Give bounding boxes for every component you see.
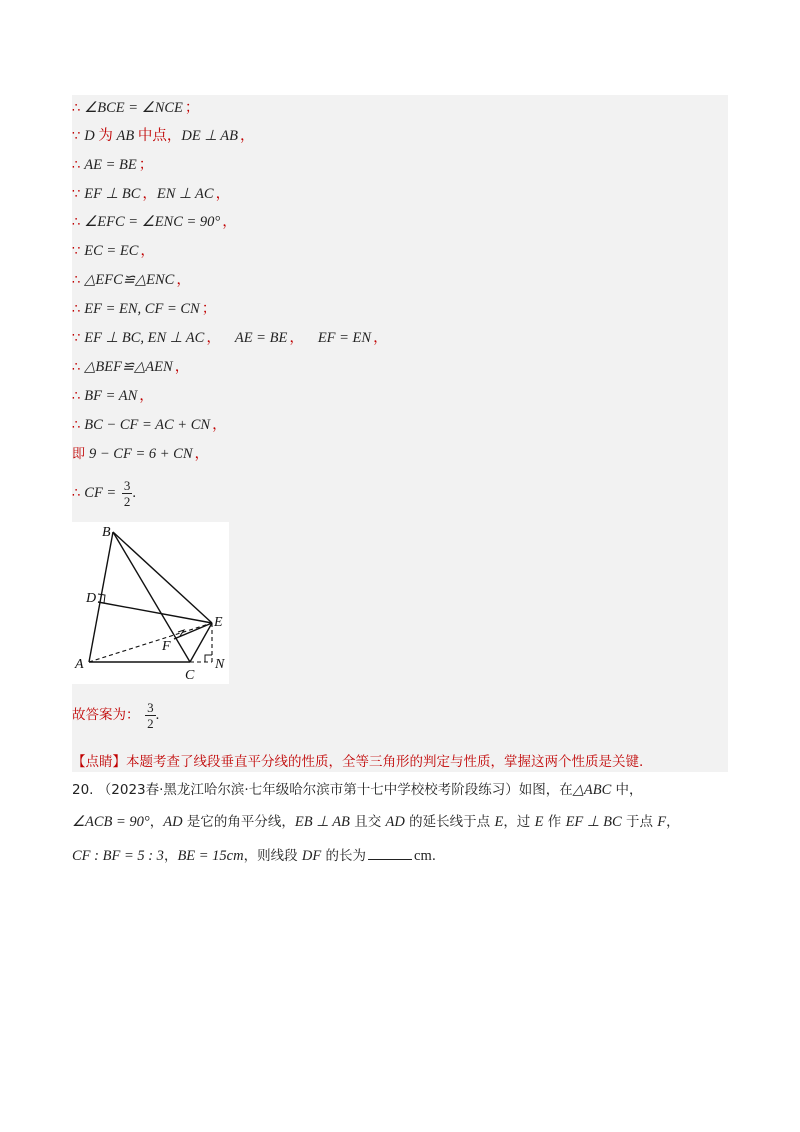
solution-line-6: ∵ EC = EC ， [72, 243, 155, 259]
solution-line-5: ∴ ∠EFC = ∠ENC = 90° ， [72, 214, 237, 230]
solution-line-13: 即 9 − CF = 6 + CN ， [72, 446, 209, 462]
label-f: F [162, 639, 171, 654]
solution-line-8: ∴ EF = EN, CF = CN ； [72, 301, 217, 317]
solution-line-3: ∴ AE = BE ； [72, 157, 154, 173]
segment-ce [190, 623, 212, 662]
solution-line-2: ∵ D 为 AB 中点，DE ⊥ AB ， [72, 128, 255, 144]
label-b: B [102, 525, 111, 540]
label-e: E [214, 615, 223, 630]
solution-line-12: ∴ BC − CF = AC + CN ， [72, 417, 227, 433]
triangle-diagram [72, 522, 229, 684]
answer-blank[interactable] [368, 845, 412, 860]
solution-line-4: ∵ EF ⊥ BC ，EN ⊥ AC ， [72, 186, 231, 202]
final-fraction: $\frac{3}{2}$ [123, 478, 131, 510]
question-20-line-3: CF : BF = 5 : 3，BE = 15cm，则线段 DF 的长为 cm. [72, 845, 436, 866]
solution-line-7: ∴ △EFC≌△ENC ， [72, 272, 191, 288]
right-angle-n [205, 655, 212, 662]
solution-line-11: ∴ BF = AN ， [72, 388, 154, 404]
question-20-line-2: ∠ACB = 90°，AD 是它的角平分线，EB ⊥ AB 且交 AD 的延长线于点 E，过 E 作 EF ⊥ BC 于点 F， [72, 814, 680, 830]
question-20-line-1: 20. （2023春·黑龙江哈尔滨·七年级哈尔滨市第十七中学校校考阶段练习）如图，在△ABC 中， [72, 782, 643, 798]
answer-line: 故答案为： $\frac{3}{2}$ . [72, 700, 160, 731]
key-point-comment: 【点睛】本题考查了线段垂直平分线的性质，全等三角形的判定与性质，掌握这两个性质是关键. [72, 754, 644, 770]
segment-be [113, 532, 212, 623]
label-c: C [185, 668, 195, 683]
geometry-figure [72, 522, 229, 684]
solution-line-9: ∵ EF ⊥ BC, EN ⊥ AC ， AE = BE ， EF = EN ， [72, 330, 388, 346]
label-n: N [215, 657, 225, 672]
answer-fraction: $\frac{3}{2}$ [147, 700, 154, 731]
solution-final-line: ∴ CF = $\frac{3}{2}$ . [72, 478, 136, 510]
solution-line-10: ∴ △BEF≌△AEN ， [72, 359, 190, 375]
segment-de [98, 602, 212, 623]
solution-line-1: ∴ ∠BCE = ∠NCE ； [72, 100, 200, 116]
label-d: D [86, 591, 97, 606]
label-a: A [75, 657, 84, 672]
